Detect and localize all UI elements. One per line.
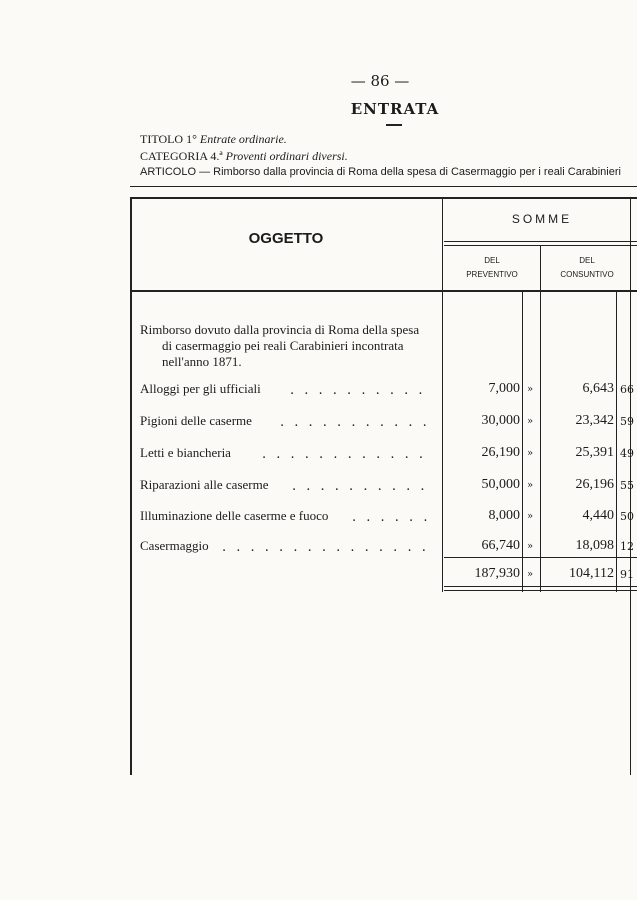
row-preventivo: 50,000 bbox=[481, 477, 520, 492]
row-cents: 55 bbox=[620, 479, 634, 492]
dot-leader: . . . . . . . . . . . bbox=[280, 415, 430, 429]
row-mark: » bbox=[527, 384, 534, 395]
preventivo-del: DEL bbox=[484, 256, 500, 265]
column-preventivo bbox=[444, 254, 540, 282]
rule-col3 bbox=[616, 292, 617, 592]
row-preventivo: 8,000 bbox=[488, 508, 520, 523]
section-title: ENTRATA bbox=[350, 100, 440, 118]
intro-line: di casermaggio pei reali Carabinieri incontrata bbox=[162, 338, 404, 353]
rule-col1 bbox=[442, 197, 443, 592]
row-mark: » bbox=[527, 448, 534, 459]
rule-left bbox=[130, 197, 132, 775]
titolo-label: TITOLO 1° bbox=[140, 132, 197, 146]
dot-leader: . . . . . . . . . . . . . . . bbox=[222, 540, 429, 554]
row-cents: 59 bbox=[620, 415, 634, 428]
dot-leader: . . . . . . bbox=[352, 510, 431, 524]
row-label: Pigioni delle caserme bbox=[140, 413, 252, 428]
row-label: Illuminazione delle caserme e fuoco bbox=[140, 508, 329, 523]
header-categoria bbox=[140, 149, 348, 164]
preventivo-label: PREVENTIVO bbox=[466, 270, 518, 279]
row-cents: 66 bbox=[620, 383, 634, 396]
row-mark: » bbox=[527, 416, 534, 427]
consuntivo-label: CONSUNTIVO bbox=[560, 270, 614, 279]
dot-leader: . . . . . . . . . . bbox=[290, 383, 426, 397]
row-consuntivo: 25,391 bbox=[575, 445, 614, 460]
intro-line: nell'anno 1871. bbox=[162, 354, 242, 369]
row-cents: 50 bbox=[620, 510, 634, 523]
categoria-value: Proventi ordinari diversi. bbox=[225, 149, 348, 163]
row-mark: » bbox=[527, 480, 534, 491]
dot-leader: . . . . . . . . . . bbox=[292, 479, 428, 493]
column-oggetto: OGGETTO bbox=[248, 230, 324, 247]
row-cents: 12 bbox=[620, 540, 634, 553]
titolo-value: Entrate ordinarie. bbox=[199, 132, 287, 146]
intro-line: Rimborso dovuto dalla provincia di Roma della spesa bbox=[140, 322, 420, 337]
row-mark: » bbox=[527, 511, 534, 522]
row-label: Riparazioni alle caserme bbox=[140, 477, 269, 492]
row-preventivo: 30,000 bbox=[481, 413, 520, 428]
row-consuntivo: 6,643 bbox=[582, 381, 614, 396]
total-mark: » bbox=[527, 569, 534, 580]
column-consuntivo bbox=[541, 254, 633, 282]
row-cents: 49 bbox=[620, 447, 634, 460]
intro-text bbox=[140, 322, 419, 370]
rule-top-thick bbox=[130, 197, 637, 199]
consuntivo-del: DEL bbox=[579, 256, 595, 265]
page-number: — 86 — bbox=[350, 72, 410, 90]
row-consuntivo: 18,098 bbox=[575, 538, 614, 553]
row-consuntivo: 26,196 bbox=[575, 477, 614, 492]
row-label: Alloggi per gli ufficiali bbox=[140, 381, 261, 396]
total-consuntivo: 104,112 bbox=[569, 566, 614, 581]
row-label: Casermaggio bbox=[140, 538, 209, 553]
row-consuntivo: 4,440 bbox=[582, 508, 614, 523]
total-preventivo: 187,930 bbox=[474, 566, 520, 581]
header-titolo bbox=[140, 132, 287, 147]
header-articolo: ARTICOLO — Rimborso dalla provincia di Roma della spesa di Casermaggio per i reali Carabinieri bbox=[140, 166, 621, 178]
rule-somme-thin bbox=[444, 241, 637, 242]
title-rule bbox=[386, 124, 402, 126]
row-preventivo: 66,740 bbox=[481, 538, 520, 553]
column-somme: SOMME bbox=[511, 212, 573, 226]
row-mark: » bbox=[527, 541, 534, 552]
row-preventivo: 26,190 bbox=[481, 445, 520, 460]
total-cents: 91 bbox=[620, 568, 634, 581]
row-consuntivo: 23,342 bbox=[575, 413, 614, 428]
rule-top-thin bbox=[130, 186, 637, 187]
row-label: Letti e biancheria bbox=[140, 445, 231, 460]
rule-header-bottom bbox=[130, 290, 637, 292]
row-preventivo: 7,000 bbox=[488, 381, 520, 396]
rule-col2a bbox=[522, 292, 523, 592]
dot-leader: . . . . . . . . . . . . bbox=[262, 447, 427, 461]
categoria-label: CATEGORIA 4.ª bbox=[140, 149, 223, 163]
